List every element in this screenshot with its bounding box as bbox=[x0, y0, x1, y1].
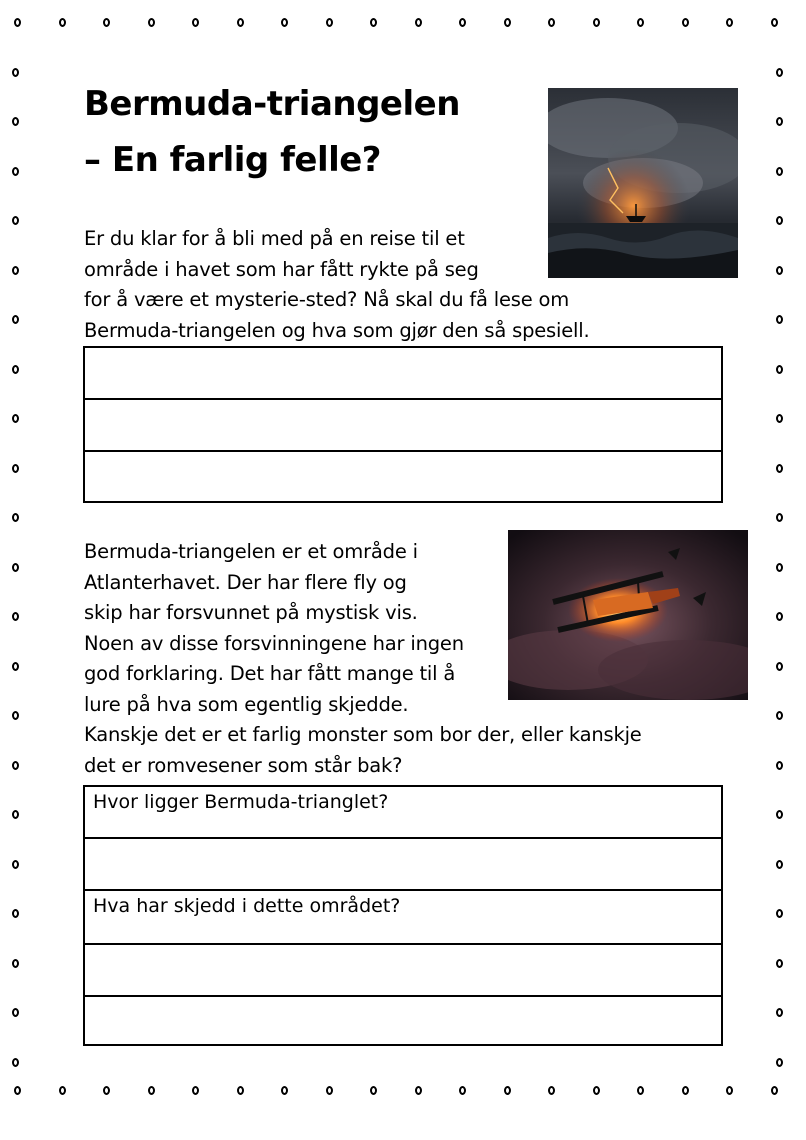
border-dot bbox=[776, 909, 783, 918]
body-line: Kanskje det er et farlig monster som bor der, eller kanskje bbox=[84, 723, 642, 746]
border-dot bbox=[281, 18, 288, 27]
border-dot bbox=[415, 1086, 422, 1095]
question-1: Hvor ligger Bermuda-trianglet? bbox=[93, 791, 389, 813]
intro-line: Er du klar for å bli med på en reise til et bbox=[84, 227, 465, 250]
border-dot bbox=[12, 414, 19, 423]
border-dot bbox=[776, 365, 783, 374]
border-dot bbox=[776, 860, 783, 869]
border-dot bbox=[12, 315, 19, 324]
border-dot bbox=[12, 810, 19, 819]
border-dot bbox=[682, 18, 689, 27]
border-dot bbox=[771, 1086, 778, 1095]
body-line: lure på hva som egentlig skjedde. bbox=[84, 692, 409, 716]
border-dot bbox=[682, 1086, 689, 1095]
border-dot bbox=[548, 1086, 555, 1095]
body-line: skip har forsvunnet på mystisk vis. bbox=[84, 601, 418, 624]
border-dot bbox=[776, 464, 783, 473]
border-dot bbox=[14, 18, 21, 27]
body-line: Atlanterhavet. Der har flere fly og bbox=[84, 570, 407, 594]
body-line: Bermuda-triangelen er et område i bbox=[84, 540, 418, 563]
border-dot bbox=[12, 167, 19, 176]
border-dot bbox=[326, 1086, 333, 1095]
border-dot bbox=[12, 563, 19, 572]
body-line: det er romvesener som står bak? bbox=[84, 753, 403, 777]
border-dot bbox=[776, 266, 783, 275]
question-row-1 bbox=[85, 787, 721, 839]
border-dot bbox=[776, 117, 783, 126]
border-dot bbox=[776, 1058, 783, 1067]
question-2: Hva har skjedd i dette området? bbox=[93, 895, 401, 917]
border-dot bbox=[12, 513, 19, 522]
border-dot bbox=[12, 662, 19, 671]
border-dot bbox=[12, 1008, 19, 1017]
border-dot bbox=[776, 810, 783, 819]
border-dot bbox=[776, 216, 783, 225]
body-paragraph bbox=[84, 537, 642, 781]
border-dot bbox=[776, 563, 783, 572]
border-dot bbox=[281, 1086, 288, 1095]
border-dot bbox=[504, 18, 511, 27]
border-dot bbox=[504, 1086, 511, 1095]
border-dot bbox=[726, 18, 733, 27]
border-dot bbox=[103, 18, 110, 27]
border-dot bbox=[192, 1086, 199, 1095]
writing-line[interactable] bbox=[85, 400, 721, 452]
border-dot bbox=[12, 68, 19, 77]
body-line: Noen av disse forsvinningene har ingen bbox=[84, 631, 464, 655]
intro-line: for å være et mysterie-sted? Nå skal du få lese om bbox=[84, 288, 570, 311]
border-dot bbox=[12, 612, 19, 621]
border-dot bbox=[776, 1008, 783, 1017]
border-dot bbox=[459, 18, 466, 27]
border-dot bbox=[593, 1086, 600, 1095]
border-dot bbox=[776, 414, 783, 423]
border-dot bbox=[776, 662, 783, 671]
question-row-2 bbox=[85, 891, 721, 945]
border-dot bbox=[776, 167, 783, 176]
intro-line: Bermuda-triangelen og hva som gjør den så spesiell. bbox=[84, 318, 590, 342]
border-dot bbox=[12, 464, 19, 473]
border-dot bbox=[776, 68, 783, 77]
border-dot bbox=[103, 1086, 110, 1095]
border-dot bbox=[776, 513, 783, 522]
border-dot bbox=[776, 315, 783, 324]
answer-line-1[interactable] bbox=[85, 839, 721, 891]
border-dot bbox=[12, 266, 19, 275]
border-dot bbox=[726, 1086, 733, 1095]
border-dot bbox=[326, 18, 333, 27]
intro-paragraph bbox=[84, 224, 589, 346]
border-dot bbox=[548, 18, 555, 27]
border-dot bbox=[12, 1058, 19, 1067]
border-dot bbox=[12, 909, 19, 918]
border-dot bbox=[370, 18, 377, 27]
border-dot bbox=[12, 711, 19, 720]
border-dot bbox=[12, 216, 19, 225]
border-dot bbox=[12, 365, 19, 374]
border-dot bbox=[14, 1086, 21, 1095]
border-dot bbox=[459, 1086, 466, 1095]
page-subtitle: – En farlig felle? bbox=[84, 140, 382, 180]
border-dot bbox=[237, 18, 244, 27]
border-dot bbox=[192, 18, 199, 27]
border-dot bbox=[415, 18, 422, 27]
question-box bbox=[83, 785, 723, 1046]
answer-line-2[interactable] bbox=[85, 945, 721, 997]
border-dot bbox=[148, 18, 155, 27]
border-dot bbox=[637, 18, 644, 27]
writing-line[interactable] bbox=[85, 348, 721, 400]
border-dot bbox=[12, 959, 19, 968]
border-dot bbox=[771, 18, 778, 27]
body-line: god forklaring. Det har fått mange til å bbox=[84, 662, 456, 685]
border-dot bbox=[12, 761, 19, 770]
border-dot bbox=[776, 761, 783, 770]
border-dot bbox=[237, 1086, 244, 1095]
border-dot bbox=[12, 860, 19, 869]
border-dot bbox=[370, 1086, 377, 1095]
border-dot bbox=[776, 711, 783, 720]
border-dot bbox=[59, 1086, 66, 1095]
border-dot bbox=[12, 117, 19, 126]
answer-line-3[interactable] bbox=[85, 997, 721, 1044]
writing-line[interactable] bbox=[85, 452, 721, 501]
page-title: Bermuda-triangelen bbox=[84, 84, 460, 124]
border-dot bbox=[637, 1086, 644, 1095]
intro-line: område i havet som har fått rykte på seg bbox=[84, 257, 479, 281]
border-dot bbox=[776, 959, 783, 968]
border-dot bbox=[776, 612, 783, 621]
border-dot bbox=[148, 1086, 155, 1095]
border-dot bbox=[593, 18, 600, 27]
border-dot bbox=[59, 18, 66, 27]
writing-box-1 bbox=[83, 346, 723, 503]
